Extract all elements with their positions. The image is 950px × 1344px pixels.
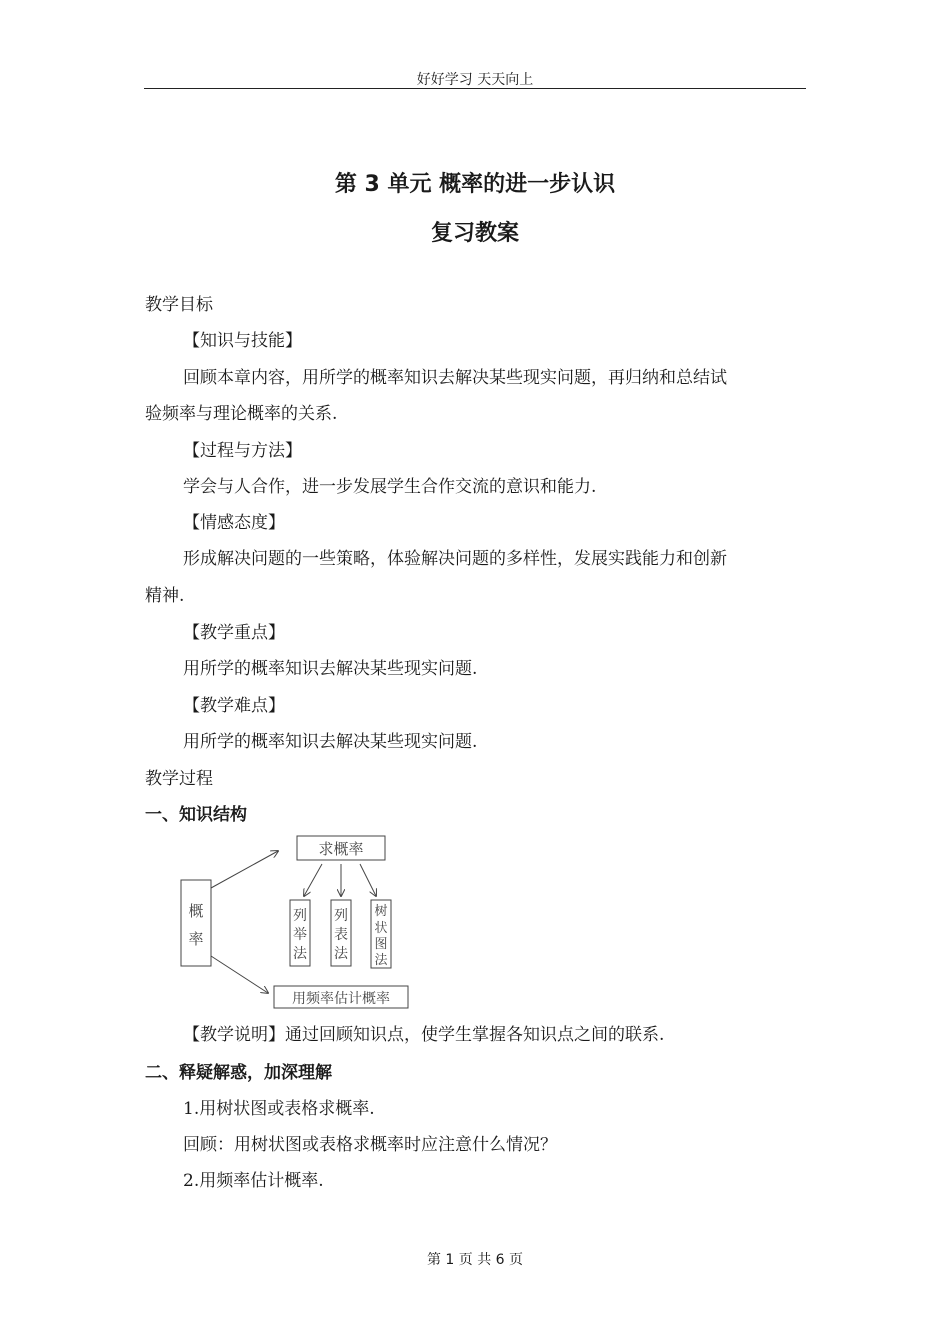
process-text: 学会与人合作，进一步发展学生合作交流的意识和能力. [183,477,597,497]
root-char-2: 率 [188,930,204,948]
method-1-char-1: 列 [293,908,307,924]
document-title: 第 3 单元 概率的进一步认识 [334,172,616,197]
knowledge-text-line1: 回顾本章内容，用所学的概率知识去解决某些现实问题，再归纳和总结试 [183,368,727,388]
document-subtitle: 复习教案 [430,221,519,246]
key-points-text: 用所学的概率知识去解决某些现实问题. [183,659,478,679]
key-points-heading: 【教学重点】 [183,623,285,643]
emotion-text-line2: 精神. [145,586,185,606]
teaching-process-heading: 教学过程 [145,769,213,789]
review-question: 回顾：用树状图或表格求概率时应注意什么情况？ [183,1135,557,1155]
page-footer: 第 1 页 共 6 页 [426,1252,524,1268]
knowledge-heading: 【知识与技能】 [183,331,302,351]
arrow-to-method-3 [360,864,376,896]
page-header: 好好学习 天天向上 [416,72,534,88]
root-box [181,880,211,966]
method-2-char-1: 列 [334,908,348,924]
difficult-points-text: 用所学的概率知识去解决某些现实问题. [183,732,478,752]
section1-title: 一、知识结构 [145,805,247,825]
arrow-to-method-1 [304,864,322,896]
emotion-text-line1: 形成解决问题的一些策略，体验解决问题的多样性，发展实践能力和创新 [183,549,727,569]
header-rule [144,88,806,89]
section2-title: 二、释疑解惑，加深理解 [145,1063,332,1083]
method-3-char-4: 法 [374,953,388,968]
root-char-1: 概 [188,902,204,920]
bottom-box-label: 用频率估计概率 [292,991,390,1007]
arrow-to-top [211,851,278,888]
method-3-char-1: 树 [374,904,388,919]
method-1-char-2: 举 [293,927,307,943]
arrow-to-bottom [211,956,268,993]
method-2-char-3: 法 [334,946,348,962]
method-3-char-2: 状 [374,921,388,936]
knowledge-text-line2: 验频率与理论概率的关系. [145,404,338,424]
method-2-char-2: 表 [334,927,348,943]
item-2: 2.用频率估计概率. [183,1171,324,1191]
difficult-points-heading: 【教学难点】 [183,696,285,716]
item-1: 1.用树状图或表格求概率. [183,1099,375,1119]
method-1-char-3: 法 [293,946,307,962]
top-box-label: 求概率 [318,840,364,858]
emotion-heading: 【情感态度】 [183,513,285,533]
method-3-char-3: 图 [374,937,388,952]
process-heading: 【过程与方法】 [183,441,302,461]
teaching-note: 【教学说明】通过回顾知识点，使学生掌握各知识点之间的联系. [183,1025,665,1045]
goals-heading: 教学目标 [145,295,213,315]
knowledge-structure-diagram [170,828,430,1018]
